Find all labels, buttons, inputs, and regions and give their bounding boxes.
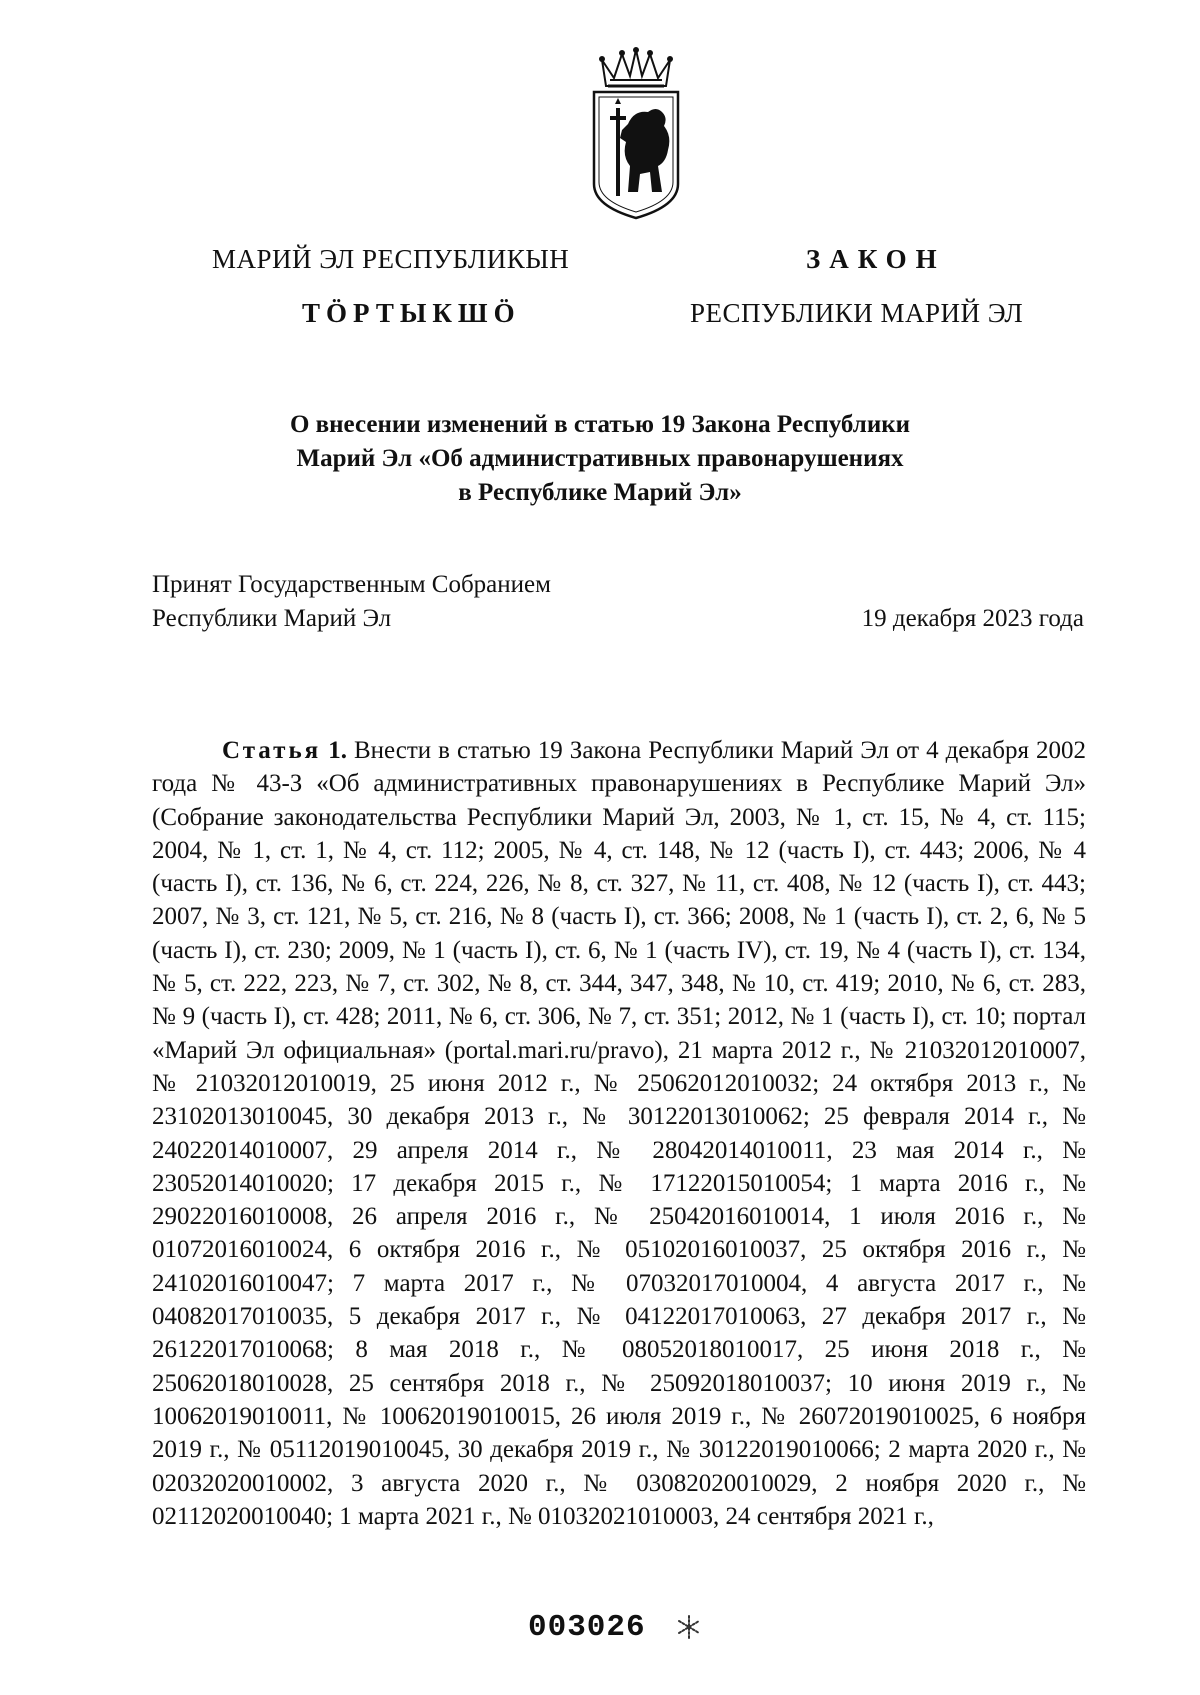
document-title (150, 408, 1050, 510)
adopted-date: 19 декабря 2023 года (861, 605, 1084, 632)
serial-number: 003026 (528, 1610, 646, 1645)
asterisk-mark-icon (676, 1614, 702, 1640)
title-line: Марий Эл «Об административных правонарушениях (296, 445, 904, 472)
article-heading-number: 1. (328, 737, 347, 764)
adopted-line: Принят Государственным Собранием (152, 571, 551, 598)
adopted-by (152, 568, 551, 636)
article-1 (152, 734, 1086, 1533)
header-ru-law: ЗАКОН (806, 244, 946, 274)
header-mari-republic: МАРИЙ ЭЛ РЕСПУБЛИКЫН (212, 244, 570, 274)
header-mari-law: ТӦРТЫКШӦ (302, 298, 521, 328)
coat-of-arms-icon (588, 46, 684, 224)
header-ru-republic: РЕСПУБЛИКИ МАРИЙ ЭЛ (690, 298, 1024, 328)
adopted-line: Республики Марий Эл (152, 605, 392, 632)
title-line: в Республике Марий Эл» (458, 479, 742, 506)
article-body: Внести в статью 19 Закона Республики Марий Эл от 4 декабря 2002 года № 43-З «Об административных правонарушениях в Республике Марий Эл» (Собрание законодательства Республики Марий Эл, 2003, № 1, ст. 15, № 4, ст. 115; 2004, № 1, ст. 1, № 4, ст. 112; 2005, № 4, ст. 148, № 12 (часть I), ст. 443; 2006, № 4 (часть I), ст. 136, № 6, ст. 224, 226, № 8, ст. 327, № 11, ст. 408, № 12 (часть I), ст. 443; 2007, № 3, ст. 121, № 5, ст. 216, № 8 (часть I), ст. 366; 2008, № 1 (часть I), ст. 2, 6, № 5 (часть I), ст. 230; 2009, № 1 (часть I), ст. 6, № 1 (часть IV), ст. 19, № 4 (часть I), ст. 134, № 5, ст. 222, 223, № 7, ст. 302, № 8, ст. 344, 347, 348, № 10, ст. 419; 2010, № 6, ст. 283, № 9 (часть I), ст. 428; 2011, № 6, ст. 306, № 7, ст. 351; 2012, № 1 (часть I), ст. 10; портал «Марий Эл официальная» (portal.mari.ru/pravo), 21 марта 2012 г., № 21032012010007, № 21032012010019, 25 июня 2012 г., № 25062012010032; 24 октября 2013 г., № 23102013010045, 30 декабря 2013 г., № 30122013010062; 25 февраля 2014 г., № 24022014010007, 29 апреля 2014 г., № 28042014010011, 23 мая 2014 г., № 23052014010020; 17 декабря 2015 г., № 17122015010054; 1 марта 2016 г., № 29022016010008, 26 апреля 2016 г., № 25042016010014, 1 июля 2016 г., № 01072016010024, 6 октября 2016 г., № 05102016010037, 25 октября 2016 г., № 24102016010047; 7 марта 2017 г., № 07032017010004, 4 августа 2017 г., № 04082017010035, 5 декабря 2017 г., № 04122017010063, 27 декабря 2017 г., № 26122017010068; 8 мая 2018 г., № 08052018010017, 25 июня 2018 г., № 25062018010028, 25 сентября 2018 г., № 25092018010037; 10 июня 2019 г., № 10062019010011, № 10062019010015, 26 июля 2019 г., № 26072019010025, 6 ноября 2019 г., № 05112019010045, 30 декабря 2019 г., № 30122019010066; 2 марта 2020 г., № 02032020010002, 3 августа 2020 г., № 03082020010029, 2 ноября 2020 г., № 02112020010040; 1 марта 2021 г., № 01032021010003, 24 сентября 2021 г., (152, 737, 1087, 1530)
title-line: О внесении изменений в статью 19 Закона Республики (289, 411, 911, 438)
article-heading-word: Статья (222, 737, 322, 764)
